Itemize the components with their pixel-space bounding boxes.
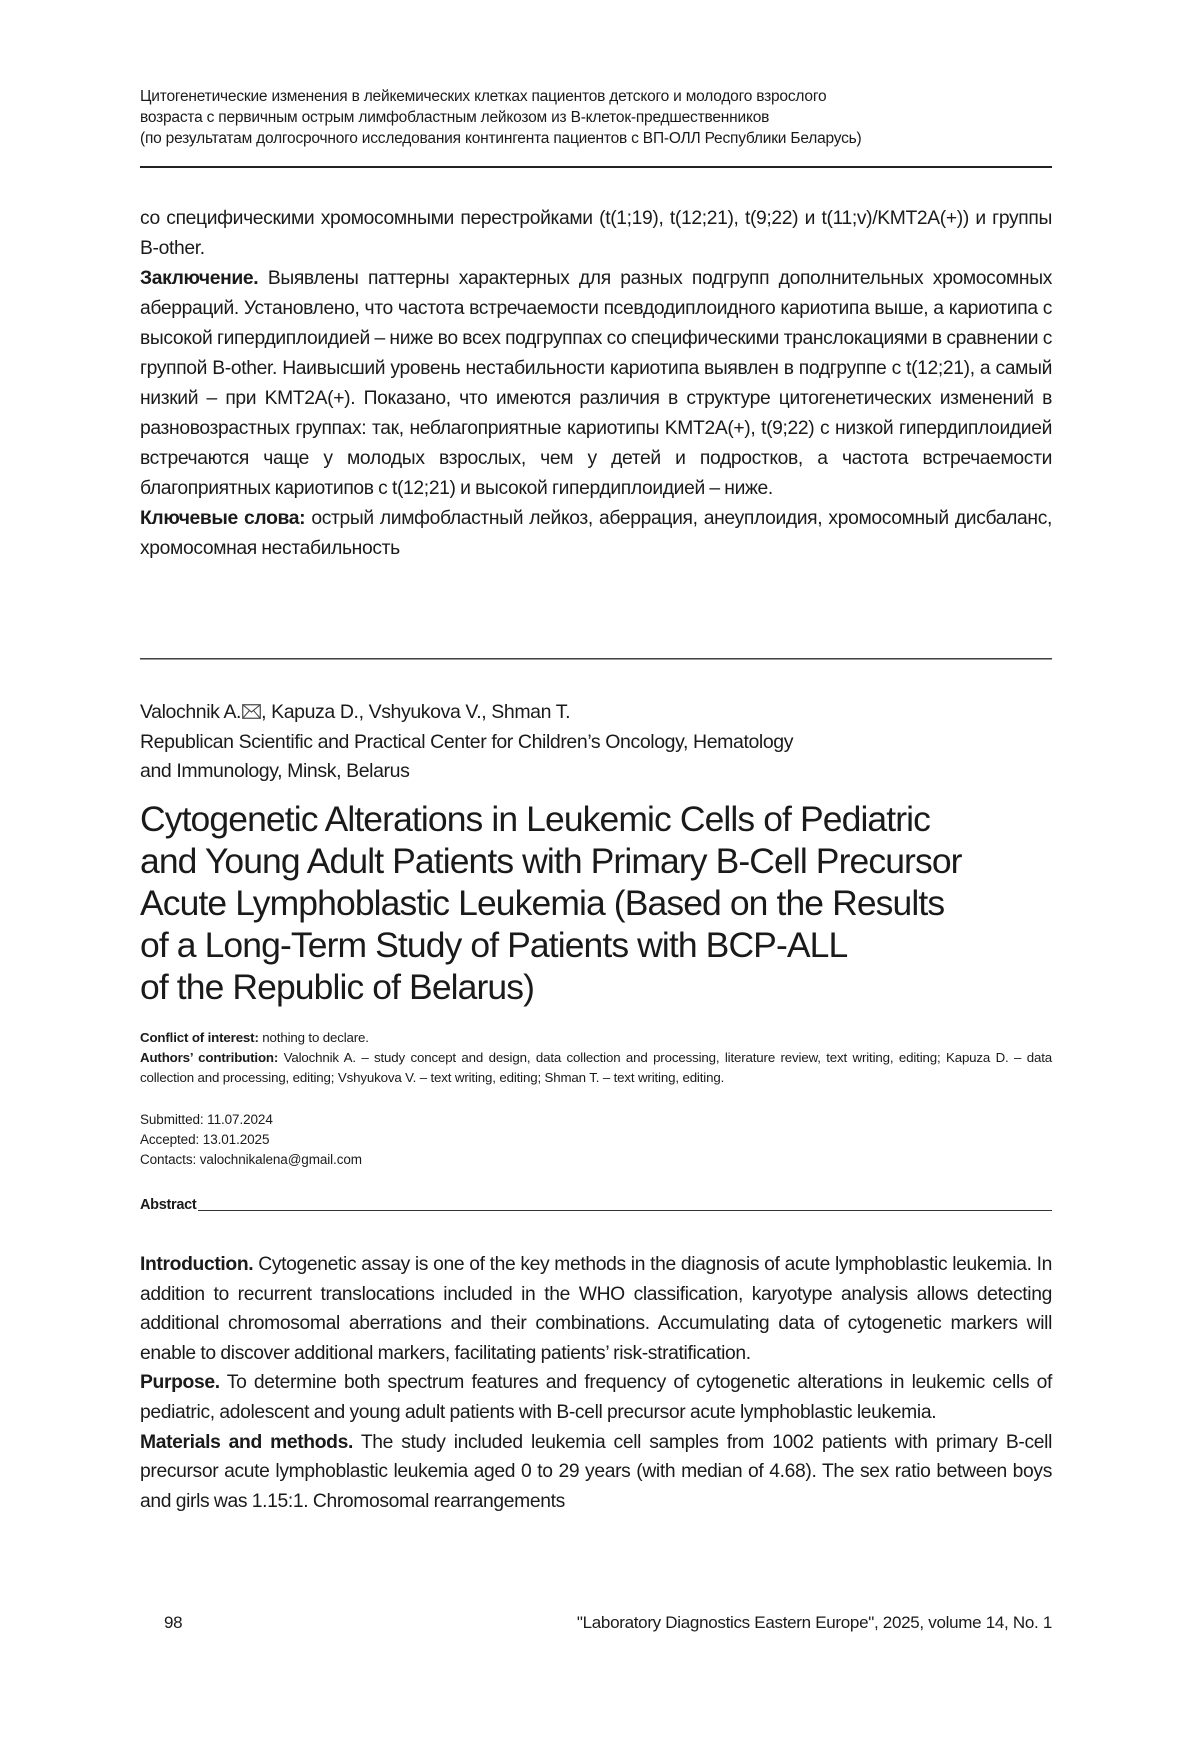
russian-abstract (140, 204, 1052, 564)
conflict-of-interest (140, 1028, 1052, 1048)
article-title-line: and Young Adult Patients with Primary B-Cell Precursor (140, 841, 962, 881)
affiliation-line: and Immunology, Minsk, Belarus (140, 760, 410, 782)
introduction-text: Cytogenetic assay is one of the key methods in the diagnosis of acute lymphoblastic leukemia. In addition to recurrent translocations included in the WHO classification, karyotype analysis allows detecting additional chromosomal aberrations and their combinations. Accumulating data of cytogenetic markers will enable to discover additional markers, facilitating patients’ risk-stratification. (140, 1254, 1052, 1364)
keywords-label: Ключевые слова: (140, 508, 306, 529)
abstract-heading-rule (198, 1210, 1052, 1211)
running-header-line: Цитогенетические изменения в лейкемических клетках пациентов детского и молодого взрослого (140, 88, 827, 105)
page-number: 98 (164, 1613, 183, 1632)
abstract-heading (140, 1196, 1052, 1214)
authors-contribution (140, 1048, 1052, 1088)
conclusion-text: Выявлены паттерны характерных для разных подгрупп дополнительных хромосомных аберраций. Установлено, что частота встречаемости псевдодиплоидного кариотипа выше, а кариотипа с высокой гипердиплоидией – ниже во всех подгруппах со специфическими транслокациями в сравнении с группой B-other. Наивысший уровень нестабильности кариотипа выявлен в подгруппе с t(12;21), а самый низкий – при KMT2A(+). Показано, что имеются различия в структуре цитогенетических изменений в разновозрастных группах: так, неблагоприятные кариотипы KMT2A(+), t(9;22) с низкой гипердиплоидией встречаются чаще у молодых взрослых, чем у детей и подростков, а частота встречаемости благоприятных кариотипов с t(12;21) и высокой гипердиплоидией – ниже. (140, 268, 1052, 499)
running-header (140, 86, 1052, 149)
contribution-text: Valochnik A. – study concept and design, data collection and processing, literature review, text writing, editing; Kapuza D. – data collection and processing, editing; Vshyukova V. – text writing, editing; Shman T. – text writing, editing. (140, 1050, 1052, 1085)
conflict-label: Conflict of interest: (140, 1030, 259, 1045)
article-title (140, 798, 1052, 1008)
methods-paragraph (140, 1428, 1052, 1517)
affiliation-line: Republican Scientific and Practical Center for Children’s Oncology, Hematology (140, 730, 794, 753)
conclusion-label: Заключение. (140, 268, 259, 289)
author-names-rest: , Kapuza D., Vshyukova V., Shman T. (261, 701, 571, 723)
contact-email: Contacts: valochnikalena@gmail.com (140, 1152, 362, 1167)
russian-abstract-continuation: со специфическими хромосомными перестройками (t(1;19), t(12;21), t(9;22) и t(11;v)/KMT2A(+)) и группы B-other. (140, 208, 1052, 259)
russian-conclusion (140, 264, 1052, 504)
purpose-text: To determine both spectrum features and frequency of cytogenetic alterations in leukemic cells of pediatric, adolescent and young adult patients with B-cell precursor acute lymphoblastic leukemia. (140, 1372, 1052, 1423)
article-title-line: Cytogenetic Alterations in Leukemic Cells of Pediatric (140, 799, 931, 839)
accepted-date: Accepted: 13.01.2025 (140, 1132, 270, 1147)
submission-dates (140, 1110, 362, 1170)
methods-label: Materials and methods. (140, 1431, 353, 1453)
purpose-label: Purpose. (140, 1372, 220, 1394)
purpose-paragraph (140, 1368, 1052, 1427)
header-rule (140, 166, 1052, 168)
article-meta (140, 1028, 1052, 1088)
article-title-line: of the Republic of Belarus) (140, 967, 535, 1007)
methods-text: The study included leukemia cell samples from 1002 patients with primary B-cell precursor acute lymphoblastic leukemia aged 0 to 29 years (with median of 4.68). The sex ratio between boys and girls was 1.15:1. Chromosomal rearrangements (140, 1431, 1053, 1512)
introduction-label: Introduction. (140, 1254, 254, 1275)
introduction-paragraph (140, 1250, 1052, 1368)
journal-citation: "Laboratory Diagnostics Eastern Europe", 2025, volume 14, No. 1 (576, 1613, 1052, 1632)
envelope-icon (242, 699, 261, 714)
article-title-line: of a Long-Term Study of Patients with BCP-ALL (140, 925, 848, 965)
contribution-label: Authors’ contribution: (140, 1050, 279, 1065)
authors-block (140, 698, 1052, 787)
running-header-line: возраста с первичным острым лимфобластным лейкозом из В-клеток-предшественников (140, 109, 770, 126)
conflict-text: nothing to declare. (258, 1030, 369, 1045)
author-names-first: Valochnik A. (140, 701, 242, 723)
english-abstract (140, 1250, 1052, 1516)
author-list (140, 698, 1052, 728)
section-divider (140, 658, 1052, 660)
abstract-heading-label: Abstract (140, 1197, 197, 1213)
keywords-text: острый лимфобластный лейкоз, аберрация, анеуплоидия, хромосомный дисбаланс, хромосомная нестабильность (140, 508, 1052, 559)
article-title-line: Acute Lymphoblastic Leukemia (Based on the Results (140, 883, 945, 923)
submitted-date: Submitted: 11.07.2024 (140, 1112, 273, 1127)
russian-keywords (140, 504, 1052, 564)
running-header-line: (по результатам долгосрочного исследования контингента пациентов с ВП-ОЛЛ Республики Беларусь) (140, 130, 862, 147)
